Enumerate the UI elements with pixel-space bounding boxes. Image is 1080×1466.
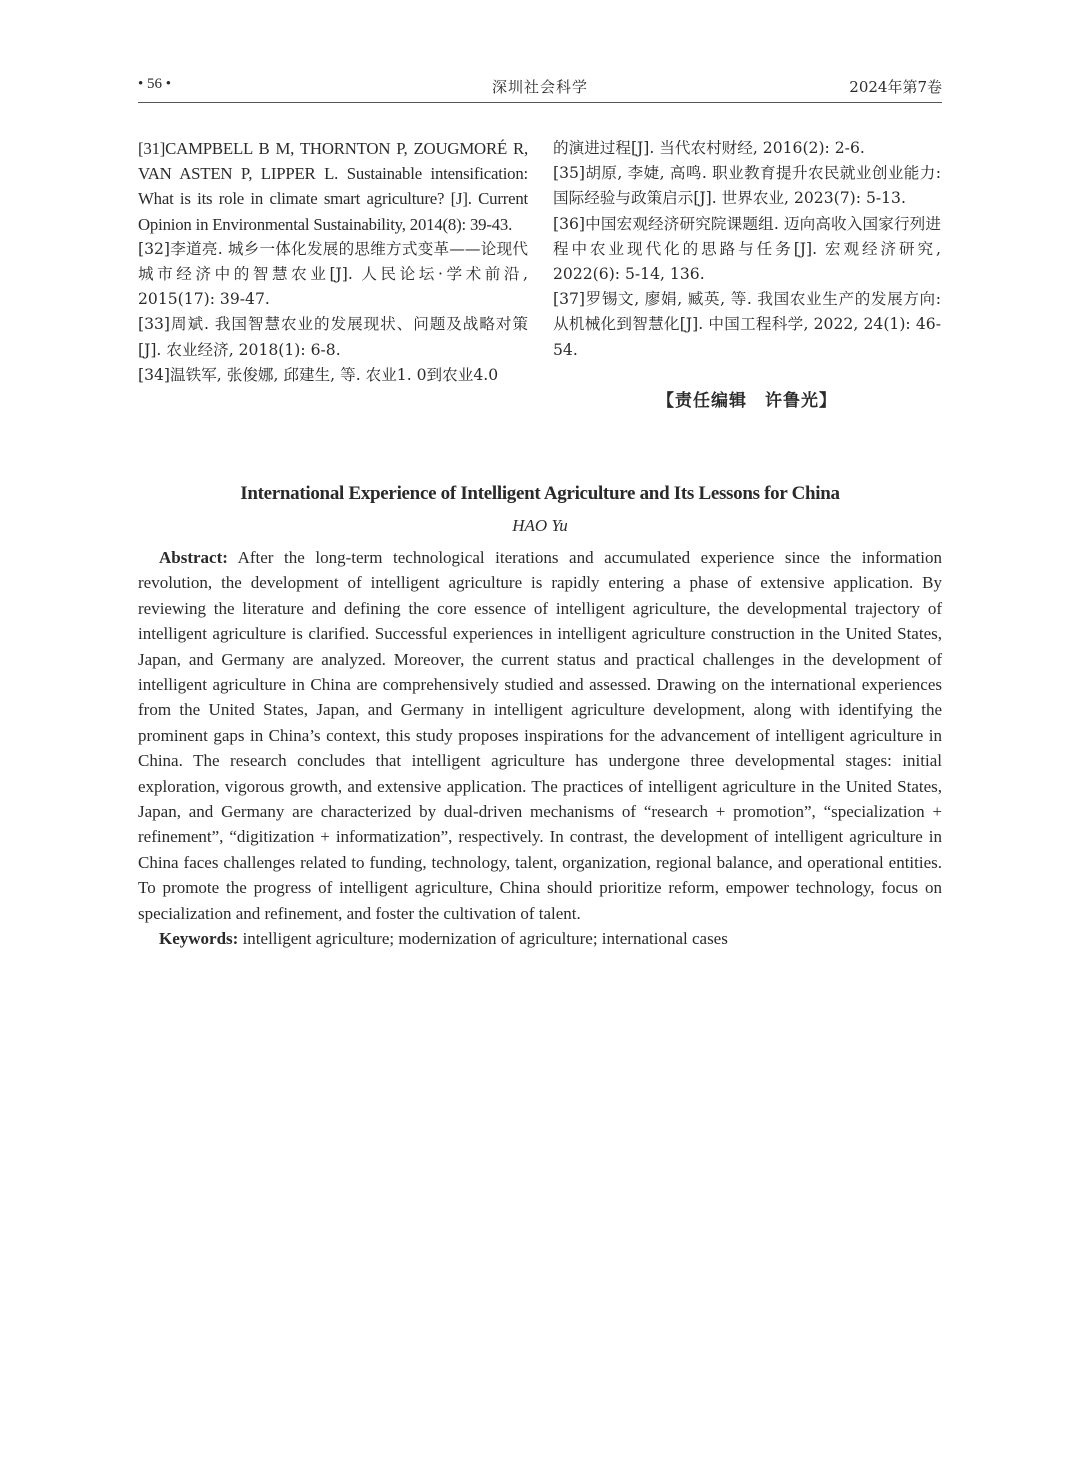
reference-35: [35]胡原, 李婕, 高鸣. 职业教育提升农民就业创业能力: 国际经验与政策启示[J]. 世界农业, 2023(7): 5-13.: [553, 164, 941, 208]
article-author: HAO Yu: [512, 516, 568, 535]
reference-31: [31]CAMPBELL B M, THORNTON P, ZOUGMORÉ R, VAN ASTEN P, LIPPER L. Sustainable intensification: What is its role in climate smart agriculture? [J]. Current Opinion in Environmental Sustainability, 2014(8): 39-43.: [138, 139, 528, 234]
abstract-section: [138, 545, 942, 952]
article-title: International Experience of Intelligent Agriculture and Its Lessons for China: [240, 483, 840, 504]
reference-33: [33]周斌. 我国智慧农业的发展现状、问题及战略对策[J]. 农业经济, 2018(1): 6-8.: [138, 315, 528, 359]
references-left-column: [138, 136, 528, 388]
keywords-text: intelligent agriculture; modernization of agriculture; international cases: [242, 929, 728, 949]
references-right-column: [553, 136, 941, 363]
reference-34-continued: 的演进过程[J]. 当代农村财经, 2016(2): 2-6.: [553, 139, 865, 157]
reference-32: [32]李道亮. 城乡一体化发展的思维方式变革——论现代城市经济中的智慧农业[J]. 人民论坛·学术前沿, 2015(17): 39-47.: [138, 239, 528, 309]
journal-volume: 2024年第7卷: [849, 78, 942, 96]
keywords-label: Keywords:: [159, 929, 239, 949]
abstract-label: Abstract:: [159, 548, 228, 567]
responsible-editor: 【责任编辑 许鲁光】: [657, 391, 837, 411]
journal-name: 深圳社会科学: [491, 78, 588, 96]
keywords-paragraph: [138, 926, 942, 951]
abstract-paragraph: [138, 545, 942, 926]
reference-36: [36]中国宏观经济研究院课题组. 迈向高收入国家行列进程中农业现代化的思路与任务[J]. 宏观经济研究, 2022(6): 5-14, 136.: [553, 214, 941, 284]
reference-34-start: [34]温铁军, 张俊娜, 邱建生, 等. 农业1. 0到农业4.0: [138, 365, 499, 384]
page-header: [138, 74, 942, 103]
reference-37: [37]罗锡文, 廖娟, 臧英, 等. 我国农业生产的发展方向: 从机械化到智慧化[J]. 中国工程科学, 2022, 24(1): 46-54.: [553, 290, 941, 359]
page-number: • 56 •: [138, 76, 172, 92]
abstract-text: After the long-term technological iterations and accumulated experience since the information revolution, the development of intelligent agriculture is rapidly entering a phase of extensive application. By reviewing the literature and defining the core essence of intelligent agriculture, the developmental trajectory of intelligent agriculture is clarified. Successful experiences in intelligent agriculture construction in the United States, Japan, and Germany are analyzed. Moreover, the current status and practical challenges in the development of intelligent agriculture in China are comprehensively studied and assessed. Drawing on the international experiences from the United States, Japan, and Germany in intelligent agriculture development, along with identifying the prominent gaps in China’s context, this study proposes inspirations for the advancement of intelligent agriculture in China. The research concludes that intelligent agriculture has undergone three developmental stages: initial exploration, vigorous growth, and extensive application. The practices of intelligent agriculture in the United States, Japan, and Germany are characterized by dual-driven mechanisms of “research + promotion”, “specialization + refinement”, “digitization + informatization”, respectively. In contrast, the development of intelligent agriculture in China faces challenges related to funding, technology, talent, organization, regional balance, and operational entities. To promote the progress of intelligent agriculture, China should prioritize reform, empower technology, focus on specialization and refinement, and foster the cultivation of talent.: [138, 548, 942, 923]
